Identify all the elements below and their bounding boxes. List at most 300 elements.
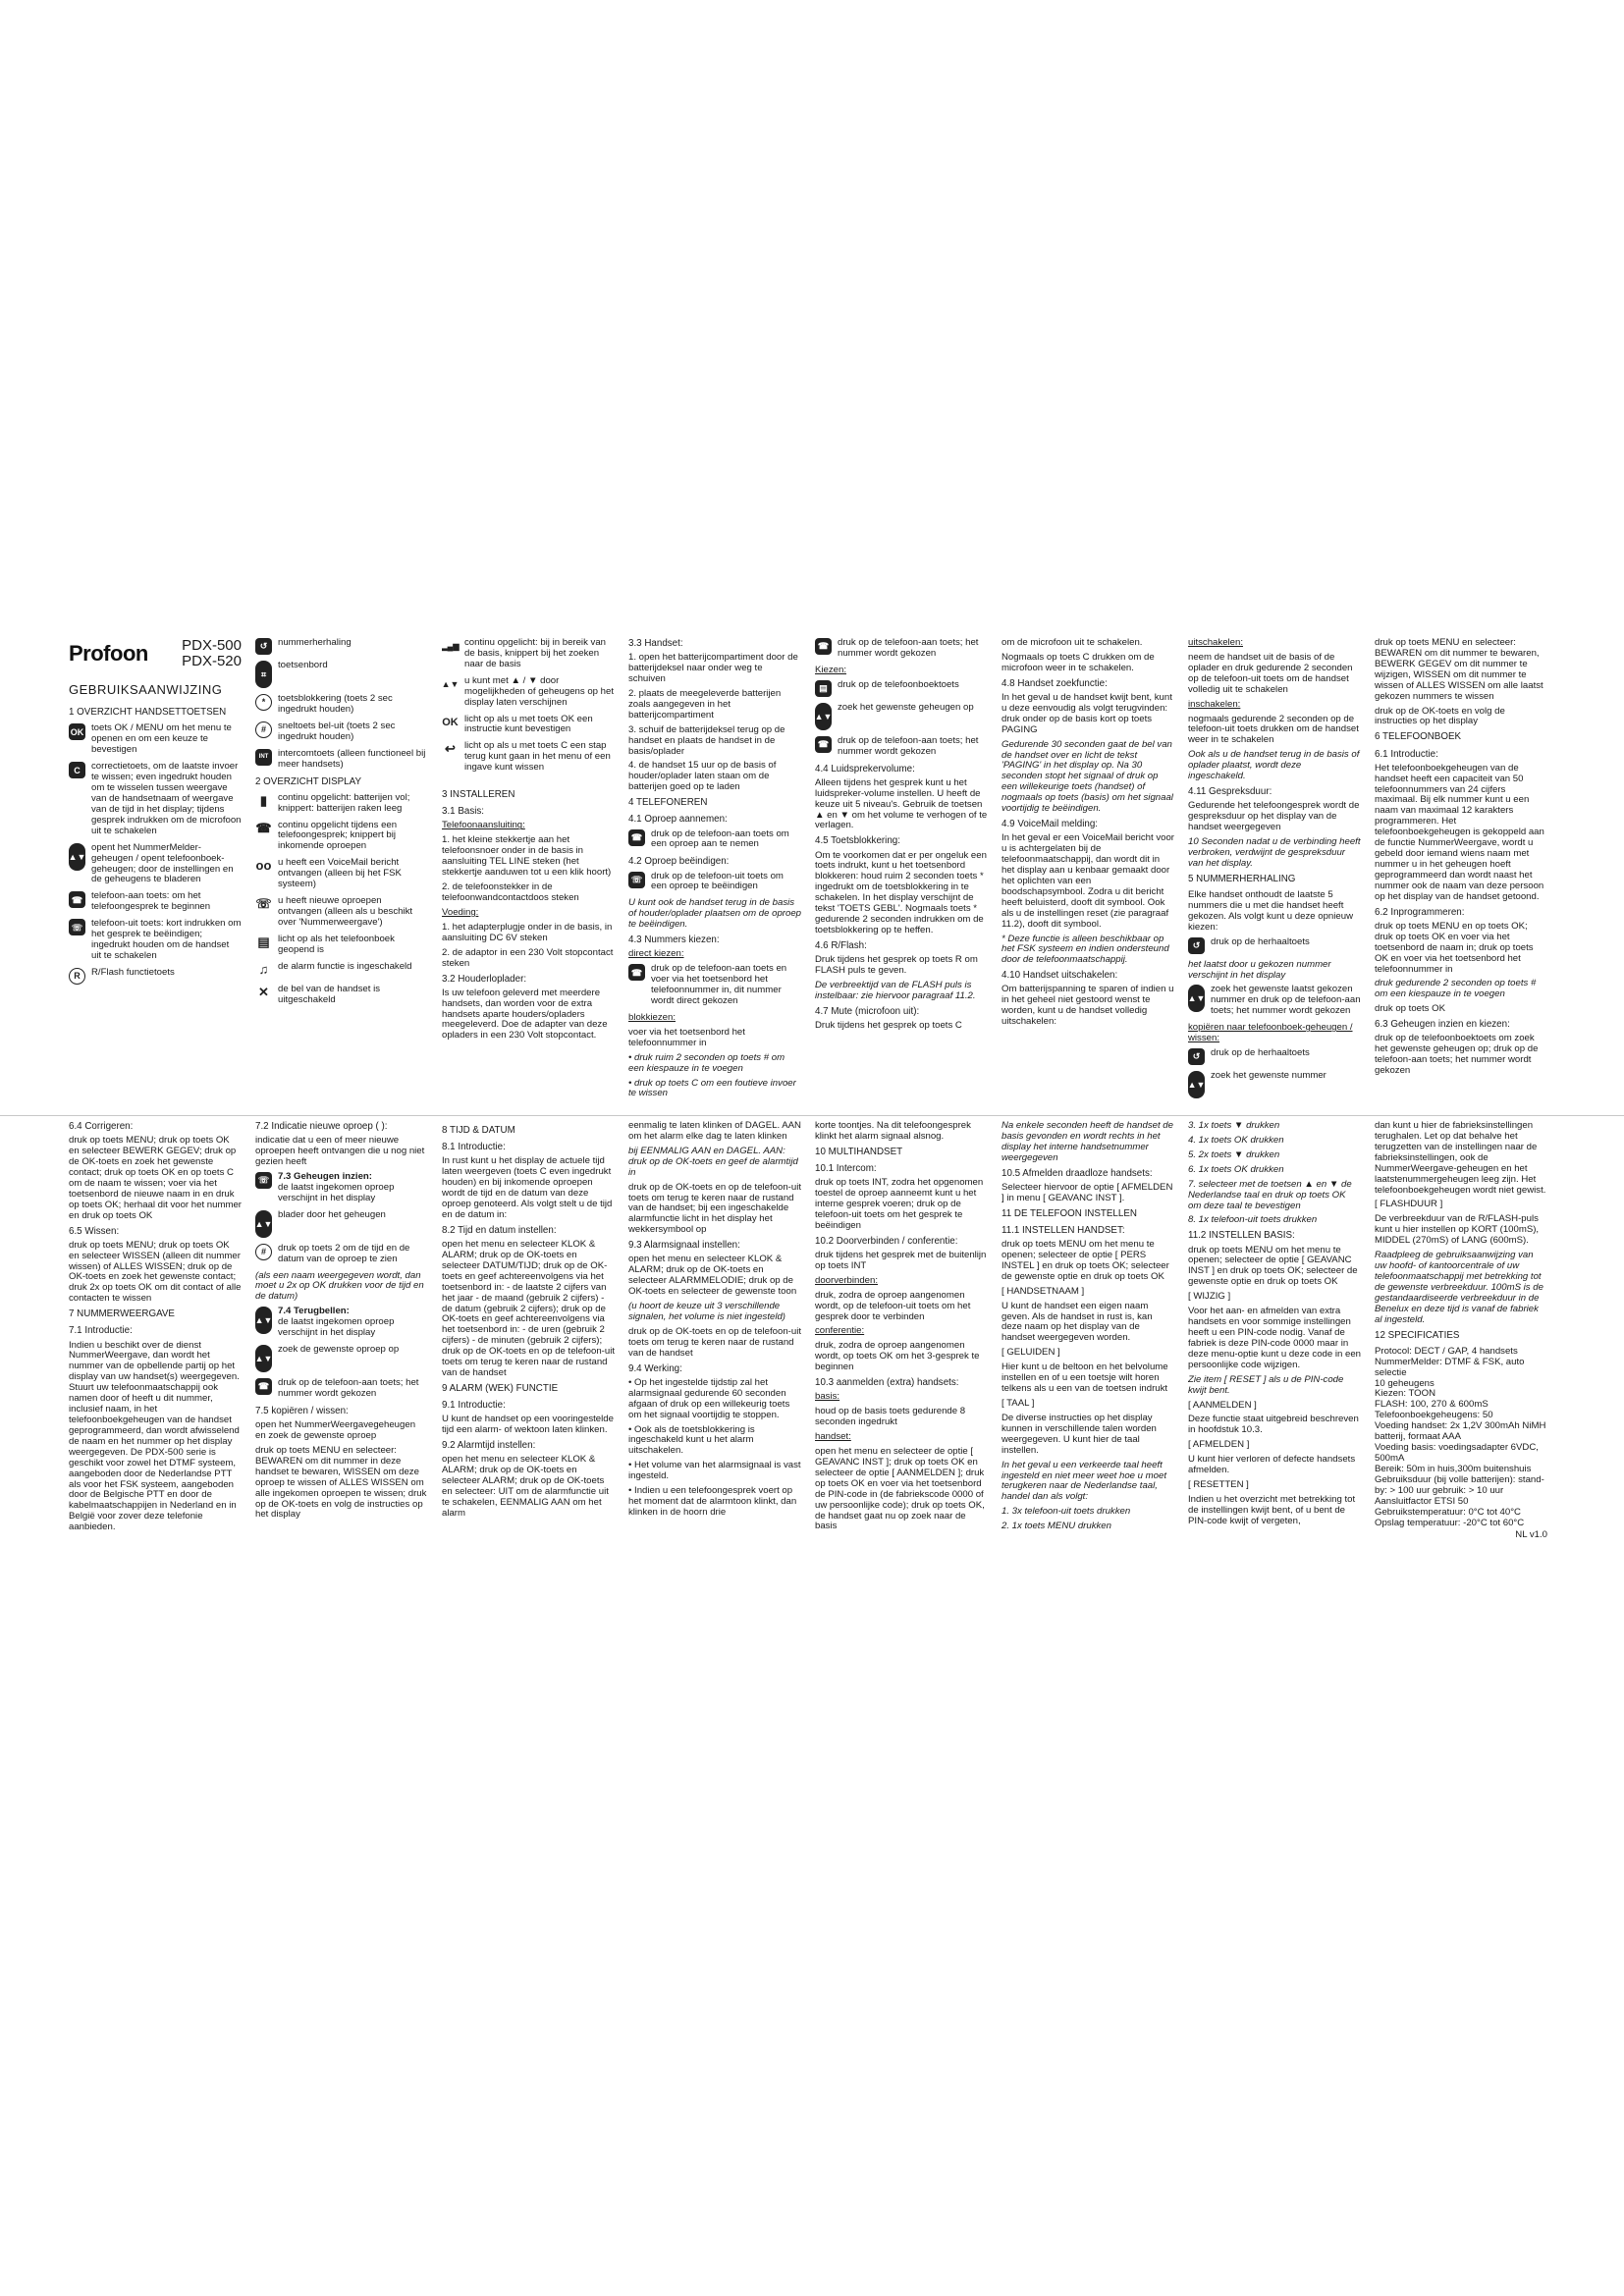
- paragraph: dan kunt u hier de fabrieksinstellingen terughalen. Let op dat behalve het terugzetten van de instellingen naar de fabrieksinstellingen, ook de NummerWeergave-geheugen en het laatstenummergeheugen leeg zijn. Het telefoonboekgeheugen wordt niet gewist.: [1375, 1121, 1546, 1196]
- subsection-heading: 7.1 Introductie:: [69, 1325, 133, 1337]
- step: [255, 1345, 428, 1372]
- list-item: 4. 1x toets OK drukken: [1188, 1134, 1284, 1146]
- step-text: [278, 1307, 428, 1339]
- paragraph: U kunt de handset op een vooringestelde tijd een alarm- of wektoon laten klinken.: [442, 1414, 614, 1436]
- paragraph: druk op de telefoonboektoets om zoek het gewenste geheugen op; druk op de telefoon-aan toets; het nummer wordt gekozen: [1375, 1033, 1539, 1077]
- paragraph: Elke handset onthoudt de laatste 5 nummers die u met die handset heeft gekozen. Als volgt kunt u deze opnieuw kiezen:: [1188, 888, 1354, 933]
- subsection-heading: 9.2 Alarmtijd instellen:: [442, 1440, 536, 1452]
- subsection-heading: 6.1 Introductie:: [1375, 748, 1438, 760]
- menu-label: [ AFMELDEN ]: [1188, 1439, 1250, 1451]
- up-down-key-icon: ▲▼: [255, 1345, 272, 1372]
- paragraph: druk tijdens het gesprek met de buitenlijn op toets INT: [815, 1249, 987, 1271]
- step-text: druk op de telefoon-aan toets om een oproep aan te nemen: [651, 828, 789, 850]
- step-text: zoek het gewenste laatst gekozen nummer en druk op de telefoon-aan toets; het nummer wordt gekozen: [1211, 984, 1361, 1017]
- display-description: continu opgelicht: batterijen vol; knippert: batterijen raken leeg: [278, 791, 410, 814]
- signal-strength-icon: ▂▄▆: [442, 641, 460, 651]
- step: [255, 1210, 428, 1238]
- paragraph: druk op toets OK: [1375, 1003, 1445, 1015]
- list-item: 2. de adaptor in een 230 Volt stopcontact steken: [442, 946, 614, 969]
- paragraph: In het geval u de handset kwijt bent, kunt u deze eenvoudig als volgt terugvinden: druk onder op de basis kort op toets PAGING: [1001, 691, 1172, 735]
- paragraph: druk op toets MENU en selecteer: BEWAREN om dit nummer te bewaren, BEWERK GEGEV om dit nummer te wijzigen, WISSEN om dit nummer te wissen of ALLES WISSEN om alle laatst gekozen nummers te wissen: [1375, 638, 1543, 702]
- spec-line: Voeding basis: voedingsadapter 6VDC, 500mA: [1375, 1442, 1539, 1464]
- list-item: 8. 1x telefoon-uit toets drukken: [1188, 1214, 1318, 1226]
- note: Ook als u de handset terug in de basis of oplader plaatst, wordt deze ingeschakeld.: [1188, 749, 1360, 782]
- phone-on-key-icon: ☎: [815, 638, 832, 655]
- section-heading: 1 OVERZICHT HANDSETTOETSEN: [69, 707, 227, 719]
- step-text: zoek het gewenste geheugen op: [838, 701, 974, 713]
- spec-line: Telefoonboekgeheugens: 50: [1375, 1410, 1493, 1421]
- phone-on-key-icon: ☎: [815, 736, 832, 753]
- top-col-3: [442, 638, 615, 1109]
- paragraph: druk op toets INT, zodra het opgenomen toestel de oproep aanneemt kunt u het interne gesprek voeren; druk op de telefoon-uit toets om het gesprek te beëindigen: [815, 1177, 984, 1231]
- menu-label: [ HANDSETNAAM ]: [1001, 1285, 1085, 1297]
- list-item: 5. 2x toets ▼ drukken: [1188, 1148, 1280, 1160]
- paragraph: open het menu en selecteer KLOK & ALARM; druk op de OK-toets en selecteer DATUM/TIJD; druk op de OK-toets en geef achtereenvolgens via het toetsenbord in: - de laatste 2 cijfers van het jaar - de maand (gebruik 2 cijfers) - de datum (gebruik 2 cijfers); druk op de OK-toets en geef achtereenvolgens via het toetsenbord in: - de uren (gebruik 2 cijfers) - de minuten (gebruik 2 cijfers); druk op de OK-toets en op de telefoon-uit toets om terug te keren naar de rustand van de handset: [442, 1239, 615, 1379]
- menu-label: [ WIJZIG ]: [1188, 1291, 1231, 1303]
- step: [1188, 1071, 1361, 1098]
- keypad-icon: ⌗: [255, 661, 272, 688]
- star-key-icon: *: [255, 694, 272, 711]
- display-description: u heeft een VoiceMail bericht ontvangen (alleen bij het FSK systeem): [278, 857, 402, 890]
- paragraph: Selecteer hiervoor de optie [ AFMELDEN ] in menu [ GEAVANC INST ].: [1001, 1181, 1173, 1203]
- ringer-off-icon: ✕: [258, 984, 269, 999]
- step-detail: de laatst ingekomen oproep verschijnt in het display: [278, 1316, 395, 1339]
- paragraph: nogmaals gedurende 2 seconden op de telefoon-uit toets drukken om de handset weer in te schakelen: [1188, 713, 1359, 746]
- key-item: [69, 891, 242, 913]
- list-item: 1. open het batterijcompartiment door de batterijdeksel naar onder weg te schuiven: [628, 652, 798, 684]
- phone-on-key-icon: ☎: [69, 891, 85, 908]
- subsection-heading: 7.4 Terugbellen:: [278, 1306, 350, 1317]
- paragraph: druk op de OK-toets en op de telefoon-uit toets om terug te keren naar de rustand van de handset; bij een ingeschakelde alarmfunctie licht in het display het wekkersymbool op: [628, 1181, 801, 1236]
- note: * Deze functie is alleen beschikbaar op het FSK systeem en indien ondersteund door de telefoonmaatschappij.: [1001, 933, 1169, 966]
- display-description: licht op als u met toets C een stap terug kunt gaan in het menu of een ingave kunt wissen: [464, 740, 611, 774]
- paragraph: druk op toets MENU; druk op toets OK en selecteer BEWERK GEGEV; druk op de OK-toets en zoek het gewenste contact; druk op toets OK en op toets C om de naam te wissen; voer via het toetsenbord de nieuwe naam in en druk op toets OK; herhaal dit voor het nummer en druk op toets OK: [69, 1135, 242, 1221]
- display-description: licht op als het telefoonboek geopend is: [278, 933, 395, 955]
- section-heading: 10 MULTIHANDSET: [815, 1146, 903, 1157]
- display-description: licht op als u met toets OK een instructie kunt bevestigen: [464, 713, 593, 735]
- display-description: u heeft nieuwe oproepen ontvangen (alleen als u beschikt over 'Nummerweergave'): [278, 895, 413, 928]
- note: De verbreektijd van de FLASH puls is instelbaar: zie hiervoor paragraaf 11.2.: [815, 979, 976, 1001]
- paragraph: om de microfoon uit te schakelen.: [1001, 638, 1143, 648]
- key-description: toetsblokkering (toets 2 sec ingedrukt houden): [278, 693, 393, 715]
- section-heading: 9 ALARM (WEK) FUNCTIE: [442, 1382, 559, 1394]
- display-item: [255, 821, 428, 853]
- phone-on-key-icon: ☎: [255, 1378, 272, 1395]
- subsection-heading: 9.3 Alarmsignaal instellen:: [628, 1240, 740, 1252]
- step: [255, 1378, 428, 1400]
- key-description: nummerherhaling: [278, 638, 352, 648]
- subsection-heading: 4.5 Toetsblokkering:: [815, 835, 900, 847]
- bottom-panel: [69, 1121, 1561, 1631]
- key-description: telefoon-aan toets: om het telefoongesprek te beginnen: [91, 890, 211, 913]
- label: blokkiezen:: [628, 1011, 676, 1023]
- list-item: 6. 1x toets OK drukken: [1188, 1163, 1284, 1175]
- step-text: druk op de herhaaltoets: [1211, 1047, 1310, 1059]
- key-description: opent het NummerMelder-geheugen / opent telefoonboek-geheugen; door de instellingen en de geheugens te bladeren: [91, 841, 234, 885]
- top-panel: [69, 638, 1561, 1109]
- key-description: telefoon-uit toets: kort indrukken om het gesprek te beëindigen; ingedrukt houden om de handset uit te schakelen: [91, 918, 242, 961]
- top-col-1: [69, 638, 242, 1109]
- back-arrow-icon: ↩: [445, 741, 456, 757]
- section-heading: 4 TELEFONEREN: [628, 797, 708, 809]
- display-item: [255, 858, 428, 890]
- section-heading: 2 OVERZICHT DISPLAY: [255, 775, 361, 787]
- up-down-key-icon: ▲▼: [255, 1210, 272, 1238]
- paragraph: open het menu en selecteer de optie [ GEAVANC INST ]; druk op toets OK en selecteer de optie [ AANMELDEN ]; druk op toets OK en voer via het toetsenbord de PIN-code in (de fabriekscode 0000 of uw persoonlijke code); druk op toets OK, de handset gaat nu op zoek naar de basis: [815, 1445, 985, 1532]
- model-2: PDX-520: [182, 652, 242, 669]
- note: (u hoort de keuze uit 3 verschillende signalen, het volume is niet ingesteld): [628, 1301, 785, 1322]
- fold-divider: [0, 1115, 1624, 1116]
- list-item: 2. plaats de meegeleverde batterijen zoals aangegeven in het batterijcompartiment: [628, 687, 782, 721]
- top-col-6: [1001, 638, 1174, 1109]
- subsection-heading: 4.9 VoiceMail melding:: [1001, 819, 1099, 830]
- key-item: [255, 749, 428, 771]
- step-text: druk op de telefoon-aan toets en voer via het toetsenbord het telefoonnummer in, dit nummer wordt direct gekozen: [651, 963, 787, 1006]
- paragraph: Om te voorkomen dat er per ongeluk een toets indrukt, kunt u het toetsenbord blokkeren: houd ruim 2 seconden toets * ingedrukt om de toetsblokkering in te schakelen. In het display verschijnt de tekst 'TOETS GEBL'. Nogmaals toets * gedurende 2 seconden indrukken om de toetsblokkering op te heffen.: [815, 849, 987, 935]
- subsection-heading: 4.8 Handset zoekfunctie:: [1001, 677, 1108, 689]
- model-names: [182, 638, 242, 669]
- step-text: druk op de telefoon-aan toets; het nummer wordt gekozen: [838, 638, 979, 659]
- key-item: [69, 762, 242, 836]
- section-heading: 12 SPECIFICATIES: [1375, 1329, 1460, 1341]
- key-description: toets OK / MENU om het menu te openen en om een keuze te bevestigen: [91, 722, 232, 756]
- label: conferentie:: [815, 1325, 865, 1337]
- list-item: • Ook als de toetsblokkering is ingeschakeld kunt u het alarm uitschakelen.: [628, 1423, 755, 1457]
- section-heading: 7 NUMMERWEERGAVE: [69, 1308, 175, 1320]
- note: het laatst door u gekozen nummer verschijnt in het display: [1188, 958, 1331, 981]
- spec-line: Opslag temperatuur: -20°C tot 60°C: [1375, 1517, 1525, 1528]
- up-down-key-icon: ▲▼: [815, 703, 832, 730]
- paragraph: Om batterijspanning te sparen of indien u in het geheel niet gestoord wenst te worden, kunt u de handset volledig uitschakelen:: [1001, 984, 1174, 1028]
- step: [815, 638, 988, 660]
- paragraph: indicatie dat u een of meer nieuwe oproepen heeft ontvangen die u nog niet gezien heeft: [255, 1135, 425, 1167]
- paragraph: druk, zodra de oproep aangenomen wordt, op toets OK om het 3-gesprek te beginnen: [815, 1340, 980, 1373]
- paragraph: Is uw telefoon geleverd met meerdere handsets, dan worden voor de extra handsets aparte houders/opladers meegeleverd. Doe de adapter van deze opladers in een 230 Volt stopcontact.: [442, 987, 608, 1041]
- up-down-key-icon: ▲▼: [69, 843, 85, 871]
- step-text: zoek het gewenste nummer: [1211, 1070, 1326, 1082]
- subsection-heading: 3.1 Basis:: [442, 806, 485, 818]
- key-description: toetsenbord: [278, 660, 328, 670]
- top-col-5: [815, 638, 988, 1109]
- display-item: [255, 793, 428, 815]
- step: [628, 964, 801, 1007]
- step-text: druk op de telefoonboektoets: [838, 678, 959, 690]
- phone-on-key-icon: ☎: [628, 964, 645, 981]
- display-description: u kunt met ▲ / ▼ door mogelijkheden of geheugens op het display laten verschijnen: [464, 674, 615, 708]
- subsection-heading: 4.6 R/Flash:: [815, 939, 867, 951]
- subsection-heading: 8.1 Introductie:: [442, 1142, 506, 1153]
- paragraph: Deze functie staat uitgebreid beschreven in hoofdstuk 10.3.: [1188, 1414, 1359, 1436]
- label: Kiezen:: [815, 664, 846, 675]
- paragraph: De diverse instructies op het display kunnen in verschillende talen worden weergegeven. U kunt hier de taal instellen.: [1001, 1412, 1157, 1456]
- up-down-key-icon: ▲▼: [1188, 985, 1205, 1012]
- subsection-heading: 10.1 Intercom:: [815, 1163, 877, 1174]
- paragraph: In rust kunt u het display de actuele tijd laten weergeven (toets C even ingedrukt houden) en bij inkomende oproepen wordt de tijd en de datum van deze oproep genoteerd. Als volgt stelt u de tijd en de datum in:: [442, 1155, 613, 1220]
- subsection-heading: 7.3 Geheugen inzien:: [278, 1170, 372, 1182]
- menu-label: [ FLASHDUUR ]: [1375, 1199, 1443, 1210]
- paragraph: druk op toets MENU om het menu te openen; selecteer de optie [ GEAVANC INST ] en druk op toets OK; selecteer de gewenste optie en druk op toets OK: [1188, 1244, 1358, 1288]
- list-item: 2. 1x toets MENU drukken: [1001, 1521, 1111, 1532]
- spec-line: Bereik: 50m in huis,300m buitenshuis: [1375, 1463, 1532, 1474]
- list-item: 3. schuif de batterijdeksel terug op de handset en plaats de handset in de basis/oplader: [628, 723, 785, 757]
- section-heading: 11 DE TELEFOON INSTELLEN: [1001, 1207, 1137, 1219]
- bottom-col-8: [1375, 1121, 1547, 1631]
- menu-label: [ GELUIDEN ]: [1001, 1347, 1060, 1359]
- paragraph: In het geval er een VoiceMail bericht voor u is achtergelaten bij de telefoonmaatschappij, dan wordt dit in het display aan u kenbaar gemaakt door het oplichten van een boodschapsymbool. Zodra u dit bericht heeft beluisterd, dooft dit symbool. Ook als u de instellingen reset (zie paragraaf 11.2), dooft dit symbool.: [1001, 832, 1174, 930]
- subsection-heading: 4.1 Oproep aannemen:: [628, 814, 728, 826]
- paragraph: Gedurende het telefoongesprek wordt de gespreksduur op het display van de handset weergegeven: [1188, 800, 1360, 833]
- phone-off-key-icon: ☏: [628, 872, 645, 888]
- section-heading: 5 NUMMERHERHALING: [1188, 873, 1296, 884]
- list-item: 1. het adapterplugje onder in de basis, in aansluiting DC 6V steken: [442, 921, 613, 943]
- step: [1188, 1048, 1361, 1065]
- step: [815, 680, 988, 697]
- caller-id-key-icon: ☏: [255, 1172, 272, 1189]
- phonebook-key-icon: ▤: [815, 680, 832, 697]
- step-text: druk op de telefoon-aan toets; het nummer wordt gekozen: [838, 734, 979, 757]
- display-item: [255, 896, 428, 929]
- paragraph: Druk tijdens het gesprek op toets R om FLASH puls te geven.: [815, 954, 978, 976]
- label: Voeding:: [442, 906, 479, 918]
- top-col-7: [1188, 638, 1361, 1109]
- key-item: [69, 919, 242, 962]
- spec-line: FLASH: 100, 270 & 600mS: [1375, 1399, 1489, 1411]
- up-down-key-icon: ▲▼: [255, 1307, 272, 1334]
- list-item: • Indien u een telefoongesprek voert op het moment dat de alarmtoon klinkt, dan klinken in de hoorn drie: [628, 1485, 797, 1518]
- subsection-heading: 6.3 Geheugen inzien en kiezen:: [1375, 1019, 1510, 1031]
- note: Na enkele seconden heeft de handset de basis gevonden en wordt rechts in het display het interne handsetnummer weergegeven: [1001, 1121, 1173, 1163]
- display-description: continu opgelicht tijdens een telefoongesprek; knippert bij inkomende oproepen: [278, 819, 398, 852]
- subsection-heading: 4.2 Oproep beëindigen:: [628, 856, 730, 868]
- key-item: [69, 843, 242, 886]
- hash-key-icon: #: [255, 721, 272, 738]
- spec-line: Aansluitfactor ETSI 50: [1375, 1495, 1469, 1507]
- bottom-col-1: [69, 1121, 242, 1631]
- label: handset:: [815, 1431, 851, 1443]
- alarm-bell-icon: ♫: [258, 961, 269, 977]
- step: [255, 1244, 428, 1265]
- subsection-heading: 10.5 Afmelden draadloze handsets:: [1001, 1167, 1153, 1179]
- paragraph: eenmalig te laten klinken of DAGEL. AAN om het alarm elke dag te laten klinken: [628, 1121, 801, 1142]
- spec-line: Kiezen: TOON: [1375, 1388, 1436, 1400]
- paragraph: open het NummerWeergavegeheugen en zoek de gewenste oproep: [255, 1419, 416, 1441]
- menu-label: [ AANMELDEN ]: [1188, 1399, 1257, 1411]
- paragraph: druk op toets MENU en op toets OK; druk op toets OK en voer via het toetsenbord de naam in; druk op toets OK en voer via het toetsenbord het telefoonnummer in: [1375, 920, 1534, 975]
- subsection-heading: 4.10 Handset uitschakelen:: [1001, 970, 1118, 982]
- step: [1188, 937, 1361, 954]
- voicemail-icon: oo: [255, 858, 272, 874]
- paragraph: voer via het toetsenbord het telefoonnummer in: [628, 1026, 745, 1048]
- label: basis:: [815, 1391, 840, 1403]
- subsection-heading: 10.3 aanmelden (extra) handsets:: [815, 1377, 959, 1389]
- model-1: PDX-500: [182, 638, 242, 654]
- step: [255, 1172, 428, 1204]
- battery-icon: ▮: [259, 792, 268, 808]
- subsection-heading: 9.4 Werking:: [628, 1362, 682, 1374]
- display-item: [255, 962, 428, 979]
- up-down-key-icon: ▲▼: [1188, 1071, 1205, 1098]
- subsection-heading: 11.2 INSTELLEN BASIS:: [1188, 1230, 1295, 1242]
- paragraph: U kunt hier verloren of defecte handsets afmelden.: [1188, 1454, 1356, 1476]
- list-item: 7. selecteer met de toetsen ▲ en ▼ de Nederlandse taal en druk op toets OK om deze taal te bevestigen: [1188, 1178, 1352, 1211]
- section-heading: 8 TIJD & DATUM: [442, 1125, 515, 1136]
- display-item: [255, 934, 428, 956]
- list-item: • druk ruim 2 seconden op toets # om een kiespauze in te voegen: [628, 1051, 785, 1074]
- step-text: druk op toets 2 om de tijd en de datum van de oproep te zien: [278, 1242, 410, 1264]
- paragraph: Indien u beschikt over de dienst NummerWeergave, dan wordt het nummer van de opbellende partij op het display van uw handset(s) weergegeven. Stuurt uw telefoonmaatschappij ook namen door of heeft u dit nummer, inclusief naam, in het telefoonboekgeheugen van de handset geprogrammeerd, dan wordt afwisselend de naam en het nummer op het display weergegeven. De PDX-500 serie is geschikt voor zowel het DTMF systeem, aangeboden door de Nederlandse PTT als voor het FSK systeem, aangeboden door de Belgische PTT en door de kabelmaatschappijen in Nederland en in België voor zover deze telefonie aanbieden.: [69, 1339, 240, 1533]
- bottom-col-2: [255, 1121, 428, 1631]
- note: druk gedurende 2 seconden op toets # om een kiespauze in te voegen: [1375, 978, 1537, 1000]
- label: uitschakelen:: [1188, 638, 1243, 648]
- step-text: druk op de telefoon-uit toets om een oproep te beëindigen: [651, 870, 784, 892]
- step-text: blader door het geheugen: [278, 1208, 386, 1220]
- step-text: druk op de telefoon-aan toets; het nummer wordt gekozen: [278, 1377, 419, 1399]
- note: 10 Seconden nadat u de verbinding heeft verbroken, verdwijnt de gespreksduur van het display.: [1188, 835, 1361, 869]
- phone-on-key-icon: ☎: [628, 829, 645, 846]
- list-item: • druk op toets C om een foutieve invoer te wissen: [628, 1077, 796, 1099]
- step-text: druk op de herhaaltoets: [1211, 935, 1310, 947]
- section-heading: 3 INSTALLEREN: [442, 789, 515, 801]
- step: [628, 829, 801, 851]
- paragraph: Indien u het overzicht met betrekking tot de instellingen kwijt bent, of u bent de PIN-code kwijt of vergeten,: [1188, 1493, 1356, 1526]
- header: [69, 638, 242, 669]
- key-description: R/Flash functietoets: [91, 966, 175, 978]
- top-col-8: [1375, 638, 1547, 1109]
- redial-key-icon: ↺: [1188, 937, 1205, 954]
- step-text: [278, 1172, 428, 1204]
- arrows-icon: ▲▼: [442, 679, 460, 690]
- subsection-heading: 9.1 Introductie:: [442, 1400, 506, 1412]
- bottom-col-7: [1188, 1121, 1361, 1631]
- step: [628, 872, 801, 893]
- step-text: zoek de gewenste oproep op: [278, 1344, 400, 1356]
- section-heading: 6 TELEFOONBOEK: [1375, 731, 1462, 743]
- subsection-heading: 8.2 Tijd en datum instellen:: [442, 1224, 557, 1236]
- key-item: [255, 694, 428, 716]
- paragraph: Voor het aan- en afmelden van extra handsets en voor sommige instellingen heeft u een PIN-code nodig. Vanaf de fabriek is deze PIN-code 0000 maar in deze menu-optie kunt u deze code in een persoonlijke code wijzigen.: [1188, 1306, 1361, 1370]
- list-item: 4. de handset 15 uur op de basis of houder/oplader laten staan om de batterijen goed op te laden: [628, 760, 777, 793]
- redial-key-icon: ↺: [255, 638, 272, 655]
- menu-label: [ TAAL ]: [1001, 1397, 1035, 1409]
- display-item: [255, 985, 428, 1006]
- subsection-heading: 6.2 Inprogrammeren:: [1375, 906, 1465, 918]
- paragraph: druk op toets MENU en selecteer: BEWAREN om dit nummer in deze handset te bewaren, WISSEN om deze oproep te wissen of ALLES WISSEN om alle ingekomen oproepen te wissen; druk op de OK-toets en volg de instructies op het display: [255, 1444, 427, 1521]
- step-detail: de laatst ingekomen oproep verschijnt in het display: [278, 1181, 395, 1203]
- subsection-heading: 7.2 Indicatie nieuwe oproep ( ):: [255, 1121, 388, 1132]
- display-item: [442, 741, 615, 774]
- paragraph: druk, zodra de oproep aangenomen wordt, op de telefoon-uit toets om het gesprek door te verbinden: [815, 1289, 971, 1322]
- list-item: • Het volume van het alarmsignaal is vast ingesteld.: [628, 1460, 801, 1482]
- note: Zie item [ RESET ] als u de PIN-code kwijt bent.: [1188, 1373, 1344, 1396]
- document-title: GEBRUIKSAANWIJZING: [69, 681, 223, 697]
- spec-line: Voeding handset: 2x 1,2V 300mAh NiMH batterij, formaat AAA: [1375, 1420, 1546, 1443]
- key-item: [255, 721, 428, 743]
- paragraph: U kunt de handset een eigen naam geven. Als de handset in rust is, kan deze naam op het display van de handset weergegeven worden.: [1001, 1300, 1153, 1344]
- spec-line: 10 geheugens: [1375, 1377, 1435, 1389]
- paragraph: Alleen tijdens het gesprek kunt u het luidspreker-volume instellen. U heeft de keuze uit 5 niveau's. Gebruik de toetsen ▲ en ▼ om het volume te verhogen of te verlagen.: [815, 776, 988, 831]
- version-label: NL v1.0: [1515, 1529, 1547, 1541]
- label: doorverbinden:: [815, 1274, 879, 1286]
- intercom-key-icon: INT: [255, 749, 272, 766]
- subsection-heading: 3.3 Handset:: [628, 638, 683, 649]
- step: [255, 1307, 428, 1339]
- display-description: de alarm functie is ingeschakeld: [278, 960, 412, 972]
- ok-key-icon: OK: [69, 723, 85, 740]
- subsection-heading: 11.1 INSTELLEN HANDSET:: [1001, 1224, 1125, 1236]
- label: direct kiezen:: [628, 948, 684, 960]
- paragraph: De verbreekduur van de R/FLASH-puls kunt u hier instellen op KORT (100mS), MIDDEL (270mS) of LANG (600mS).: [1375, 1213, 1540, 1247]
- list-item: 3. 1x toets ▼ drukken: [1188, 1121, 1280, 1131]
- step: [815, 736, 988, 758]
- bottom-col-4: [628, 1121, 801, 1631]
- clear-key-icon: C: [69, 762, 85, 778]
- display-item: [442, 676, 615, 709]
- menu-label: [ RESETTEN ]: [1188, 1479, 1249, 1491]
- paragraph: open het menu en selecteer KLOK & ALARM; druk op de OK-toets en selecteer ALARM; druk op de OK-toets en selecteer: UIT om de alarmfunctie uit te schakelen, EENMALIG AAN om het alarm: [442, 1454, 609, 1519]
- display-description: continu opgelicht: bij in bereik van de basis, knippert bij het zoeken naar de basis: [464, 638, 606, 669]
- spec-line: Gebruikstemperatuur: 0°C tot 40°C: [1375, 1506, 1521, 1518]
- note: Gedurende 30 seconden gaat de bel van de handset over en licht de tekst 'PAGING' in het display op. Na 30 seconden stopt het signaal of druk op een willekeurige toets (handset) of nogmaals op toets (basis) om het signaal voortijdig te beëindigen.: [1001, 738, 1173, 815]
- key-description: sneltoets bel-uit (toets 2 sec ingedrukt houden): [278, 720, 396, 742]
- paragraph: druk op toets MENU om het menu te openen; selecteer de optie [ PERS INSTEL ] en druk op toets OK; selecteer de gewenste optie en druk op toets OK: [1001, 1239, 1169, 1282]
- redial-key-icon: ↺: [1188, 1048, 1205, 1065]
- top-col-4: [628, 638, 801, 1109]
- paragraph: Hier kunt u de beltoon en het belvolume instellen en of u een toetsje wilt horen telkens als u een van de toetsen indrukt: [1001, 1362, 1168, 1395]
- label: inschakelen:: [1188, 698, 1241, 710]
- subsection-heading: 4.4 Luidsprekervolume:: [815, 763, 915, 774]
- subsection-heading: 3.2 Houderloplader:: [442, 973, 527, 985]
- phone-icon: ☎: [255, 820, 272, 835]
- paragraph: neem de handset uit de basis of de oplader en druk gedurende 2 seconden op de telefoon-uit toets om de handset volledig uit te schakelen: [1188, 651, 1353, 695]
- step: [815, 703, 988, 730]
- paragraph: korte toontjes. Na dit telefoongesprek klinkt het alarm signaal alsnog.: [815, 1121, 971, 1142]
- paragraph: druk op toets MENU; druk op toets OK en selecteer WISSEN (alleen dit nummer wissen) of ALLES WISSEN; druk op de OK-toets en zoek het gewenste contact; druk 2x op toets OK om dit contact of alle contacten te wissen: [69, 1239, 242, 1305]
- paragraph: druk op de OK-toets en volg de instructies op het display: [1375, 705, 1505, 727]
- spec-line: NummerMelder: DTMF & FSK, auto selectie: [1375, 1356, 1525, 1378]
- new-call-icon: ☏: [255, 896, 272, 912]
- subsection-heading: 7.5 kopiëren / wissen:: [255, 1405, 349, 1416]
- note: Raadpleeg de gebruiksaanwijzing van uw hoofd- of kantoorcentrale of uw telefoonmaatschappij met betrekking tot de gewenste verbreekduur. 100mS is de gestandaardiseerde verbreekduur in de Benelux en deze tijd is vanaf de fabriek al ingesteld.: [1375, 1250, 1543, 1325]
- subsection-heading: 6.5 Wissen:: [69, 1225, 120, 1237]
- paragraph: houd op de basis toets gedurende 8 seconden ingedrukt: [815, 1406, 966, 1428]
- display-item: [442, 715, 615, 736]
- key-item: [69, 968, 242, 985]
- note: (als een naam weergegeven wordt, dan moet u 2x op OK drukken voor de tijd en de datum): [255, 1269, 424, 1303]
- paragraph: open het menu en selecteer KLOK & ALARM; druk op de OK-toets en selecteer ALARMMELODIE; druk op de OK-toets en selecteer de gewenste toon: [628, 1254, 797, 1298]
- key-item: [69, 723, 242, 756]
- subsection-heading: 4.3 Nummers kiezen:: [628, 934, 720, 946]
- r-flash-key-icon: R: [69, 968, 85, 985]
- list-item: 1. 3x telefoon-uit toets drukken: [1001, 1506, 1131, 1518]
- paragraph: Het telefoonboekgeheugen van de handset heeft een capaciteit van 50 telefoonnummers van 24 cijfers maximaal. Bij elk nummer kunt u een naam van maximaal 12 karakters programmeren. Het telefoonboekgeheugen is gekoppeld aan de functie NummerWeergave, wordt u gebeld door iemand wiens naam met nummer u in het geheugen hoeft geprogrammeerd dan wordt naast het nummer ook de naam van deze persoon op het display van de handset getoond.: [1375, 762, 1544, 902]
- spec-line: Gebruiksduur (bij volle batterijen): stand-by: > 100 uur gebruik: > 10 uur: [1375, 1473, 1544, 1496]
- brand-logo: Profoon: [69, 641, 148, 667]
- phonebook-icon: ▤: [257, 934, 270, 949]
- note: bij EENMALIG AAN en DAGEL. AAN: druk op de OK-toets en geef de alarmtijd in: [628, 1145, 798, 1178]
- key-description: intercomtoets (alleen functioneel bij meer handsets): [278, 747, 426, 770]
- subsection-heading: 10.2 Doorverbinden / conferentie:: [815, 1235, 958, 1247]
- spec-line: Protocol: DECT / GAP, 4 handsets: [1375, 1345, 1518, 1357]
- bottom-col-6: [1001, 1121, 1174, 1631]
- display-description: de bel van de handset is uitgeschakeld: [278, 983, 381, 1005]
- note: In het geval u een verkeerde taal heeft ingesteld en niet meer weet hoe u moet terugkeren naar de Nederlandse taal, handel dan als volgt:: [1001, 1459, 1166, 1503]
- subsection-heading: 4.7 Mute (microfoon uit):: [815, 1005, 920, 1017]
- list-item: • Op het ingestelde tijdstip zal het alarmsignaal gedurende 60 seconden afgaan of druk op een willekeurig toets om het signaal voortijdig te stoppen.: [628, 1376, 790, 1420]
- key-item: [255, 661, 428, 688]
- paragraph: druk op de OK-toets en op de telefoon-uit toets om terug te keren naar de rustand van de handset: [628, 1325, 801, 1359]
- subsection-heading: 6.4 Corrigeren:: [69, 1121, 134, 1132]
- key-description: correctietoets, om de laatste invoer te wissen; even ingedrukt houden om te wisselen tussen weergave van de handsetnaam of weergave van de tijd in het display; tijdens gesprek indrukken om de microfoon uit te schakelen: [91, 761, 242, 836]
